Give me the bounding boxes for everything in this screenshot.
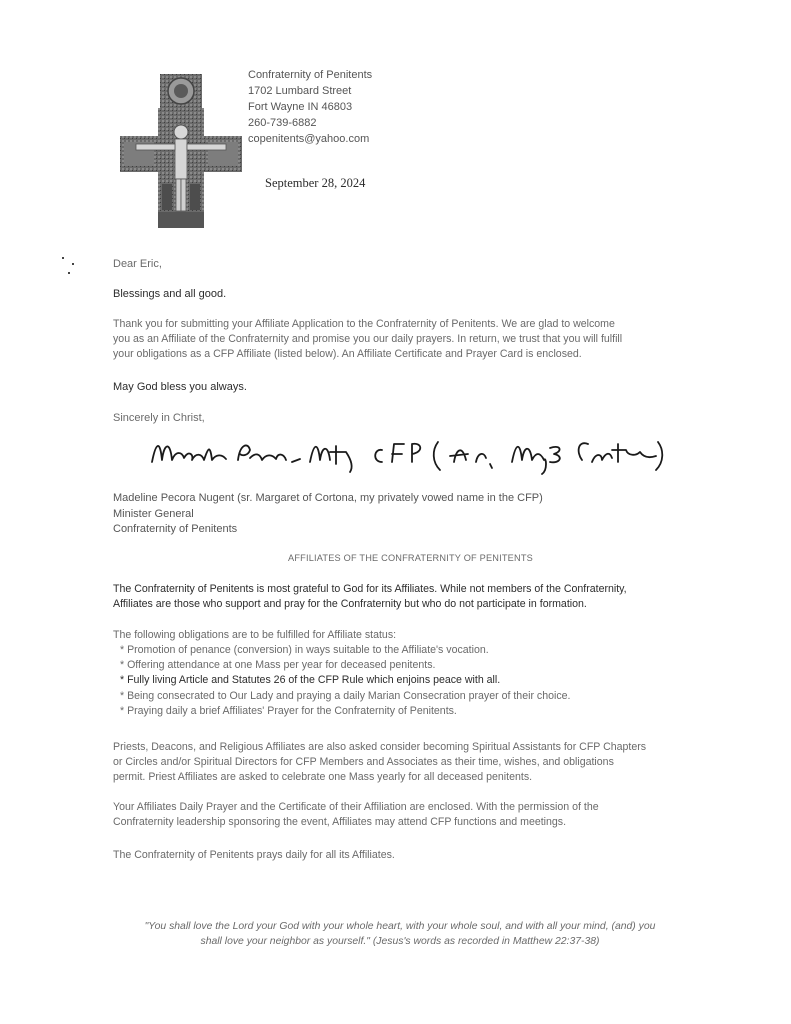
obligations-list	[120, 643, 570, 719]
quote-line: shall love your neighbor as yourself." (Jesus's words as recorded in Matthew 22:37-38)	[200, 936, 600, 947]
prayer-line: Your Affiliates Daily Prayer and the Certificate of their Affiliation are enclosed. With the permission of the	[113, 801, 599, 813]
body-line: Thank you for submitting your Affiliate Application to the Confraternity of Penitents. We are glad to welcome	[113, 318, 615, 330]
letter-date: September 28, 2024	[265, 176, 366, 190]
prayer-paragraph	[113, 800, 599, 830]
email-address: copenitents@yahoo.com	[248, 133, 370, 145]
obligation-item: * Fully living Article and Statutes 26 of the CFP Rule which enjoins peace with all.	[120, 674, 501, 687]
signer-org: Confraternity of Penitents	[113, 523, 238, 535]
blessing-line: May God bless you always.	[113, 381, 247, 393]
salutation: Dear Eric,	[113, 258, 162, 270]
obligations-intro: The following obligations are to be fulfilled for Affiliate status:	[113, 629, 397, 641]
scan-speck	[68, 272, 70, 274]
org-name: Confraternity of Penitents	[248, 69, 373, 81]
city-state-zip: Fort Wayne IN 46803	[248, 101, 353, 113]
greeting: Blessings and all good.	[113, 288, 227, 300]
obligation-item: * Being consecrated to Our Lady and praying a daily Marian Consecration prayer of their choice.	[120, 689, 571, 702]
body-line: you as an Affiliate of the Confraternity and promise you our daily prayers. In return, we trust that you will fulfill	[113, 333, 623, 345]
priests-line: Priests, Deacons, and Religious Affiliates are also asked consider becoming Spiritual Assistants for CFP Chapters	[113, 741, 647, 753]
signature-scribble	[150, 430, 670, 480]
scan-speck	[62, 257, 64, 259]
intro-line: Affiliates are those who support and pray for the Confraternity but who do not participate in formation.	[113, 598, 587, 610]
obligation-item: * Praying daily a brief Affiliates' Prayer for the Confraternity of Penitents.	[120, 704, 457, 717]
priests-line: permit. Priest Affiliates are asked to celebrate one Mass yearly for all deceased penitents.	[113, 771, 533, 783]
crucifix-logo	[118, 72, 243, 232]
affiliates-heading: AFFILIATES OF THE CONFRATERNITY OF PENITENTS	[288, 553, 533, 563]
obligation-item: * Offering attendance at one Mass per year for deceased penitents.	[120, 659, 436, 672]
intro-line: The Confraternity of Penitents is most grateful to God for its Affiliates. While not members of the Confraternity,	[113, 583, 627, 595]
closing-line: Sincerely in Christ,	[113, 412, 205, 424]
quote-line: "You shall love the Lord your God with your whole heart, with your whole soul, and with all your mind, (and) you	[144, 921, 656, 932]
affiliates-intro	[113, 582, 627, 612]
prayer-line: Confraternity leadership sponsoring the event, Affiliates may attend CFP functions and meetings.	[113, 816, 567, 828]
street-address: 1702 Lumbard Street	[248, 85, 352, 97]
priests-paragraph	[113, 740, 646, 785]
san-damiano-crucifix-icon	[118, 72, 243, 232]
scan-speck	[72, 263, 74, 265]
scripture-quote	[95, 919, 705, 949]
signer-name: Madeline Pecora Nugent (sr. Margaret of Cortona, my privately vowed name in the CFP)	[113, 492, 543, 504]
final-line: The Confraternity of Penitents prays daily for all its Affiliates.	[113, 849, 395, 861]
obligation-item: * Promotion of penance (conversion) in ways suitable to the Affiliate's vocation.	[120, 644, 489, 656]
letter-body	[113, 317, 622, 362]
handwritten-signature	[150, 430, 670, 480]
letterhead	[248, 67, 372, 147]
priests-line: or Circles and/or Spiritual Directors for CFP Members and Associates as their time, wishes, and obligations	[113, 756, 614, 768]
signer-title: Minister General	[113, 508, 194, 520]
body-line: your obligations as a CFP Affiliate (listed below). An Affiliate Certificate and Prayer Card is enclosed.	[113, 348, 582, 360]
phone-number: 260-739-6882	[248, 117, 317, 129]
